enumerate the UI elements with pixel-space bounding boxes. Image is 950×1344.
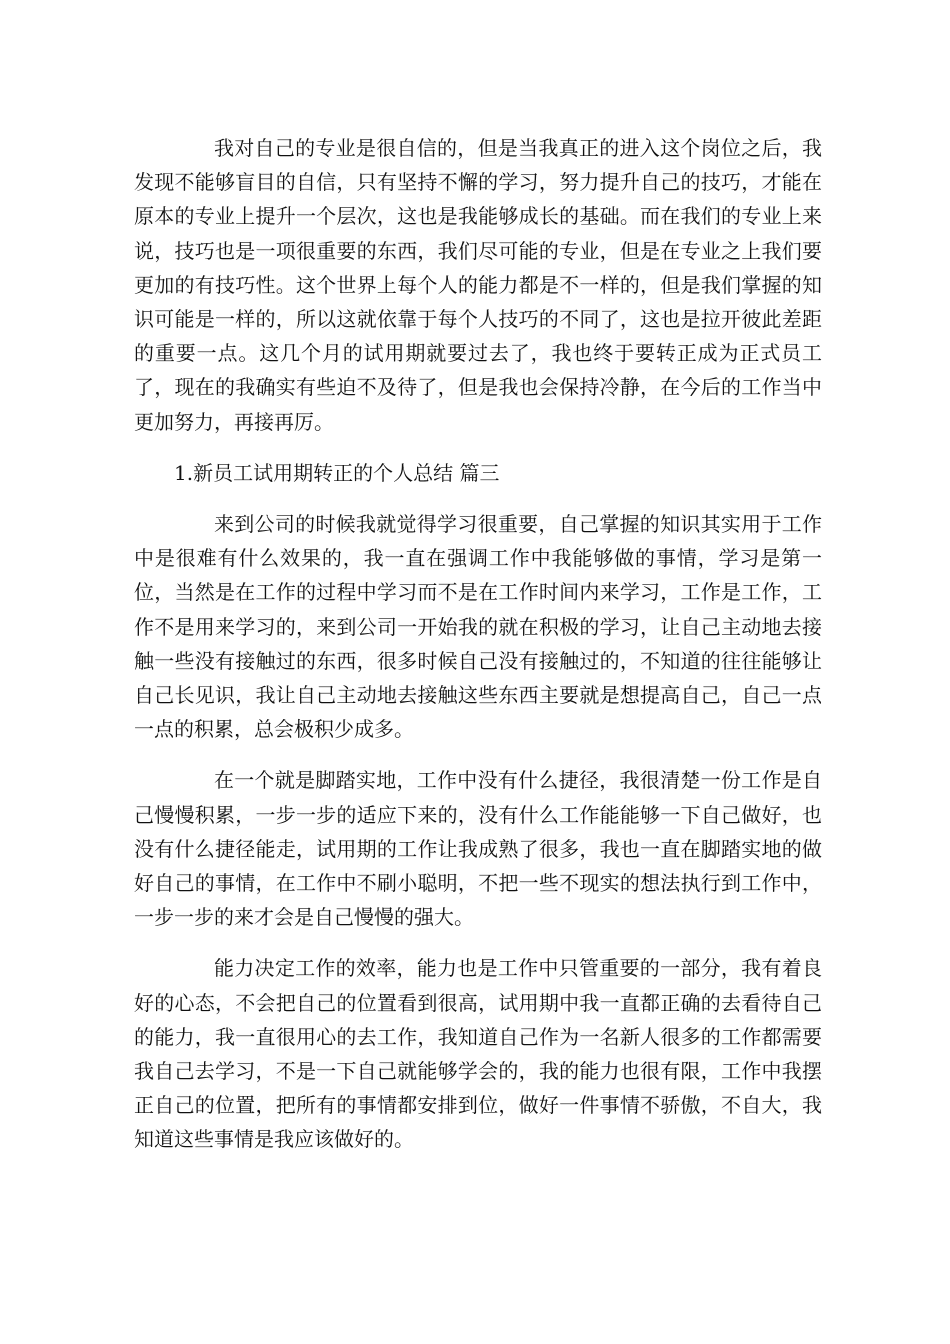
paragraph-ability: 能力决定工作的效率，能力也是工作中只管重要的一部分，我有着良好的心态，不会把自己的位置看到很高，试用期中我一直都正确的去看待自己的能力，我一直很用心的去工作，我知道自己作为一名新人很多的工作都需要我自己去学习，不是一下自己就能够学会的，我的能力也很有限，工作中我摆正自己的位置，把所有的事情都安排到位，做好一件事情不骄傲，不自大，我知道这些事情是我应该做好的。 (134, 956, 822, 1152)
paragraph-learning: 来到公司的时候我就觉得学习很重要，自己掌握的知识其实用于工作中是很难有什么效果的，我一直在强调工作中我能够做的事情，学习是第一位，当然是在工作的过程中学习而不是在工作时间内来学习，工作是工作，工作不是用来学习的，来到公司一开始我的就在积极的学习，让自己主动地去接触一些没有接触过的东西，很多时候自己没有接触过的，不知道的往往能够让自己长见识，我让自己主动地去接触这些东西主要就是想提高自己，自己一点一点的积累，总会极积少成多。 (134, 512, 822, 742)
paragraph-intro: 我对自己的专业是很自信的，但是当我真正的进入这个岗位之后，我发现不能够盲目的自信，只有坚持不懈的学习，努力提升自己的技巧，才能在原本的专业上提升一个层次，这也是我能够成长的基础。而在我们的专业上来说，技巧也是一项很重要的东西，我们尽可能的专业，但是在专业之上我们要更加的有技巧性。这个世界上每个人的能力都是不一样的，但是我们掌握的知识可能是一样的，所以这就依靠于每个人技巧的不同了，这也是拉开彼此差距的重要一点。这几个月的试用期就要过去了，我也终于要转正成为正式员工了，现在的我确实有些迫不及待了，但是我也会保持冷静，在今后的工作当中更加努力，再接再厉。 (134, 136, 822, 434)
section-heading: 1.新员工试用期转正的个人总结 篇三 (174, 460, 500, 485)
paragraph-down-to-earth: 在一个就是脚踏实地，工作中没有什么捷径，我很清楚一份工作是自己慢慢积累，一步一步的适应下来的，没有什么工作能能够一下自己做好，也没有什么捷径能走，试用期的工作让我成熟了很多，我也一直在脚踏实地的做好自己的事情，在工作中不刷小聪明，不把一些不现实的想法执行到工作中，一步一步的来才会是自己慢慢的强大。 (134, 768, 822, 930)
document-body (134, 131, 822, 1157)
